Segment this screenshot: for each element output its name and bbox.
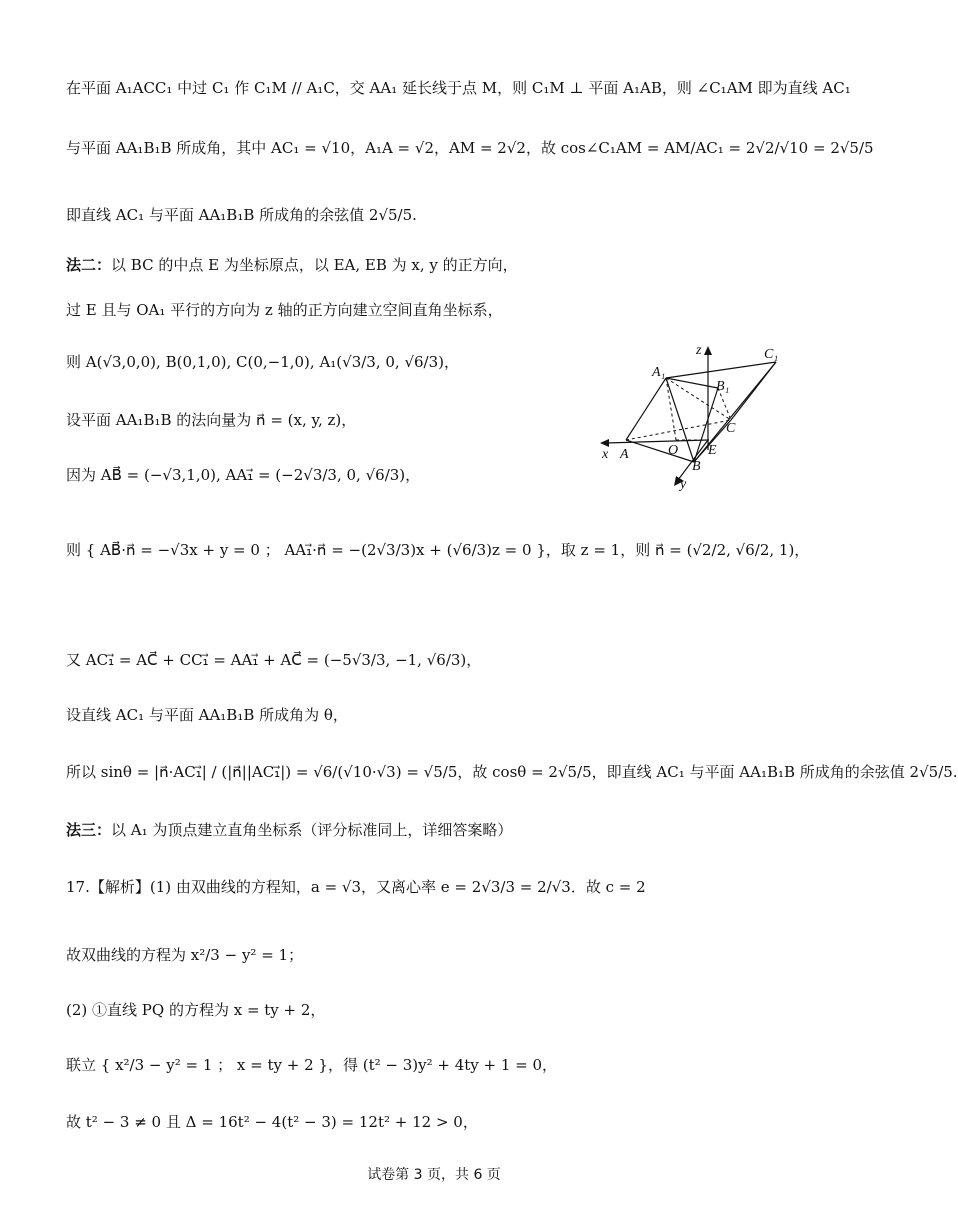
prism-figure <box>596 340 786 490</box>
text-line: 与平面 AA₁B₁B 所成角，其中 AC₁ = √10，A₁A = √2，AM = 2√2，故 cos∠C₁AM = AM/AC₁ = 2√2/√10 = 2√5/5 <box>66 139 874 157</box>
label-A1: A₁ <box>652 365 666 380</box>
label-B1: B₁ <box>716 379 730 394</box>
z-axis-arrow <box>704 346 712 355</box>
text-line: 又 AC₁⃗ = AC⃗ + CC₁⃗ = AA₁⃗ + AC⃗ = (−5√3/3, −1, √6/3)， <box>66 651 482 669</box>
label-z: z <box>696 343 702 358</box>
method-heading: 法三： <box>66 821 112 839</box>
text-line: 法二：以 BC 的中点 E 为坐标原点，以 EA, EB 为 x, y 的正方向， <box>66 256 518 274</box>
text-line: 法三：以 A₁ 为顶点建立直角坐标系（评分标准同上，详细答案略） <box>66 821 513 839</box>
label-y: y <box>680 477 687 492</box>
text-line: 设直线 AC₁ 与平面 AA₁B₁B 所成角为 θ， <box>66 706 348 724</box>
text-line: 则 { AB⃗·n⃗ = −√3x + y = 0 ； AA₁⃗·n⃗ = −(2√3/3)x + (√6/3)z = 0 }，取 z = 1，则 n⃗ = (√2/2, √6/2, 1)， <box>66 541 810 559</box>
text-line: 因为 AB⃗ = (−√3,1,0), AA₁⃗ = (−2√3/3, 0, √6/3)， <box>66 466 421 484</box>
label-x: x <box>602 447 609 462</box>
label-O: O <box>668 443 679 458</box>
text-line: 17.【解析】(1) 由双曲线的方程知，a = √3，又离心率 e = 2√3/3 = 2/√3．故 c = 2 <box>66 878 646 896</box>
text-line: (2) ①直线 PQ 的方程为 x = ty + 2， <box>66 1001 326 1019</box>
label-C1: C₁ <box>764 347 779 362</box>
text-line: 即直线 AC₁ 与平面 AA₁B₁B 所成角的余弦值 2√5/5. <box>66 206 417 224</box>
text-line: 所以 sinθ = |n⃗·AC₁⃗| / (|n⃗||AC₁⃗|) = √6/(√10·√3) = √5/5，故 cosθ = 2√5/5，即直线 AC₁ 与平面 AA₁B₁B 所成角的余弦值 2√5/5. <box>66 763 958 781</box>
text-line: 故 t² − 3 ≠ 0 且 Δ = 16t² − 4(t² − 3) = 12t² + 12 > 0， <box>66 1113 478 1131</box>
prism-edges <box>626 362 776 462</box>
text-line: 则 A(√3,0,0), B(0,1,0), C(0,−1,0), A₁(√3/3, 0, √6/3)， <box>66 353 460 371</box>
method-heading: 法二： <box>66 256 112 274</box>
label-B: B <box>692 459 701 474</box>
x-axis-arrow <box>600 439 609 447</box>
label-E: E <box>708 443 717 458</box>
text-line: 故双曲线的方程为 x²/3 − y² = 1； <box>66 946 304 964</box>
x-axis <box>606 440 708 443</box>
label-A: A <box>620 447 629 462</box>
text-line: 设平面 AA₁B₁B 的法向量为 n⃗ = (x, y, z)， <box>66 411 357 429</box>
text-line: 过 E 且与 OA₁ 平行的方向为 z 轴的正方向建立空间直角坐标系， <box>66 301 503 319</box>
text-line: 联立 { x²/3 − y² = 1 ； x = ty + 2 }，得 (t² − 3)y² + 4ty + 1 = 0， <box>66 1056 558 1074</box>
label-C: C <box>726 421 736 436</box>
text-line: 在平面 A₁ACC₁ 中过 C₁ 作 C₁M // A₁C，交 AA₁ 延长线于点 M，则 C₁M ⊥ 平面 A₁AB，则 ∠C₁AM 即为直线 AC₁ <box>66 79 851 97</box>
page-footer: 试卷第 3 页，共 6 页 <box>367 1167 501 1183</box>
